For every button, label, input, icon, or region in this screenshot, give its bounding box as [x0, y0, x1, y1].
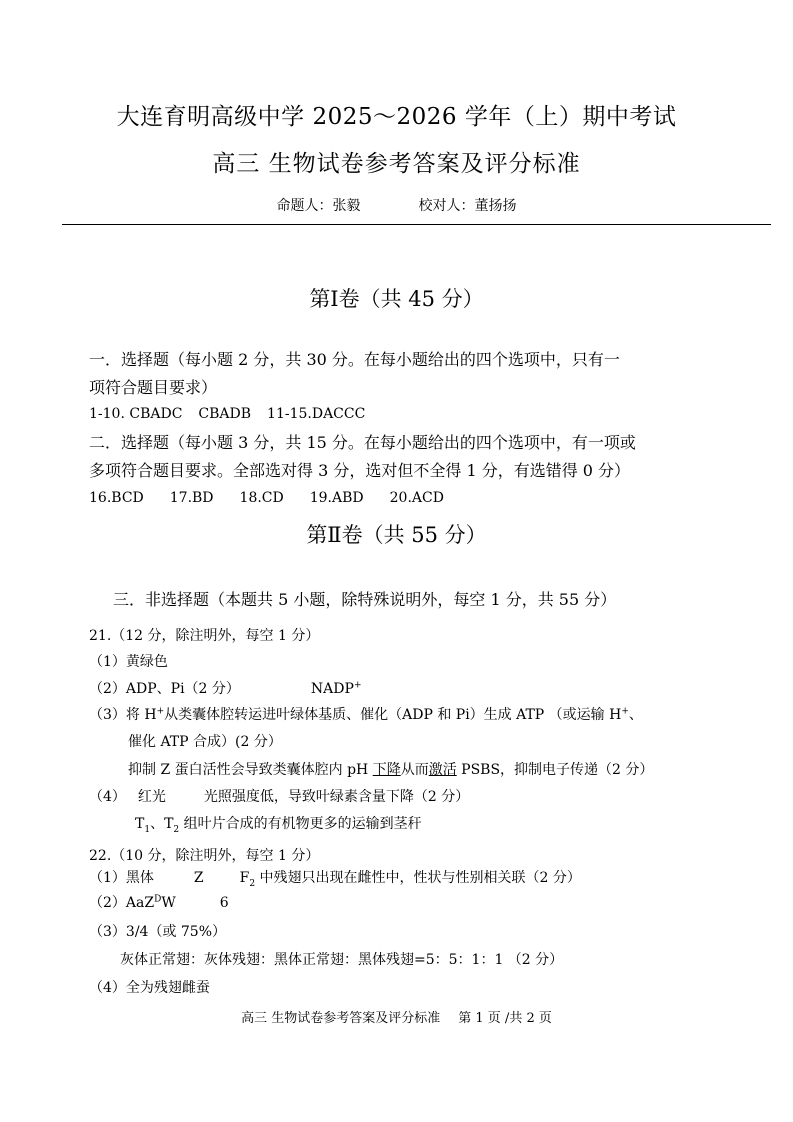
q21-answer-3-line2: 催化 ATP 合成）(2 分）	[128, 734, 282, 750]
document-subtitle: 高三 生物试卷参考答案及评分标准	[212, 151, 581, 177]
q22-header: 22.（10 分，除注明外，每空 1 分）	[89, 848, 320, 864]
answer-item: 18.CD	[239, 490, 284, 506]
answer-group: 1-10. CBADC	[89, 406, 183, 422]
q2-instruction-line2: 多项符合题目要求。全部选对得 3 分，选对但不全得 1 分，有选错得 0 分）	[89, 461, 631, 480]
part2-heading: 第Ⅱ卷（共 55 分）	[306, 523, 487, 547]
proofreader: 校对人：董扬扬	[418, 198, 517, 214]
header-divider	[62, 224, 771, 225]
underlined-keyword: 下降	[372, 762, 401, 778]
answer-group: CBADB	[198, 406, 252, 422]
page-footer	[0, 1007, 793, 1026]
q1-instruction-line1: 一．选择题（每小题 2 分，共 30 分。在每小题给出的四个选项中，只有一	[89, 350, 620, 369]
q22-answer-2: （2）AaZ$^D$W 6	[89, 894, 229, 911]
answer-group: 11-15.DACCC	[267, 406, 366, 422]
part2-intro: 三．非选择题（本题共 5 小题，除特殊说明外，每空 1 分，共 55 分）	[113, 590, 617, 609]
answers-1-15	[89, 406, 365, 422]
q22-answer-4: （4）全为残翅雌蚕	[89, 980, 210, 996]
q22-answer-3: （3）3/4（或 75%）	[89, 924, 227, 940]
q21-answer-2	[89, 678, 361, 698]
answer-item: 16.BCD	[89, 490, 144, 506]
q21-answer-4-line2: $T_1$、$T_2$ 组叶片合成的有机物更多的运输到茎秆	[135, 816, 422, 835]
q21-header: 21.（12 分，除注明外，每空 1 分）	[89, 628, 320, 644]
footer-title: 高三 生物试卷参考答案及评分标准	[241, 1011, 441, 1026]
q22-answer-3-line2: 灰体正常翅：灰体残翅：黑体正常翅：黑体残翅=5：5：1：1 （2 分）	[120, 952, 564, 968]
q21-answer-4: （4） 红光 光照强度低，导致叶绿素含量下降（2 分）	[89, 789, 470, 805]
setter: 命题人：张毅	[276, 198, 361, 214]
q21-a2-left: （2）ADP、Pi（2 分）	[89, 681, 240, 697]
q21-answer-3-line1: （3）将 H+从类囊体腔转运进叶绿体基质、催化（ADP 和 Pi）生成 ATP （或运输 H+、	[89, 706, 643, 723]
answers-16-20	[89, 490, 444, 506]
authors-line	[0, 195, 793, 215]
underlined-keyword: 激活	[428, 762, 457, 778]
q2-instruction-line1: 二．选择题（每小题 3 分，共 15 分。在每小题给出的四个选项中，有一项或	[89, 433, 636, 452]
exam-title: 大连育明高级中学 2025～2026 学年（上）期中考试	[116, 104, 677, 130]
q21-a2-right: NADP+	[310, 680, 362, 697]
q1-instruction-line2: 项符合题目要求）	[89, 378, 218, 397]
page-number: 第 1 页 /共 2 页	[458, 1011, 552, 1026]
answer-item: 19.ABD	[309, 490, 364, 506]
part1-heading: 第Ⅰ卷（共 45 分）	[309, 287, 484, 311]
answer-item: 20.ACD	[389, 490, 444, 506]
q21-answer-3-line3: 抑制 Z 蛋白活性会导致类囊体腔内 pH 下降从而激活 PSBS，抑制电子传递（2 分）	[128, 762, 654, 778]
q22-answer-1: （1）黑体 Z $F_2$ 中残翅只出现在雌性中，性状与性别相关联（2 分）	[89, 870, 581, 889]
answer-item: 17.BD	[169, 490, 214, 506]
q21-answer-1: （1）黄绿色	[89, 654, 168, 670]
